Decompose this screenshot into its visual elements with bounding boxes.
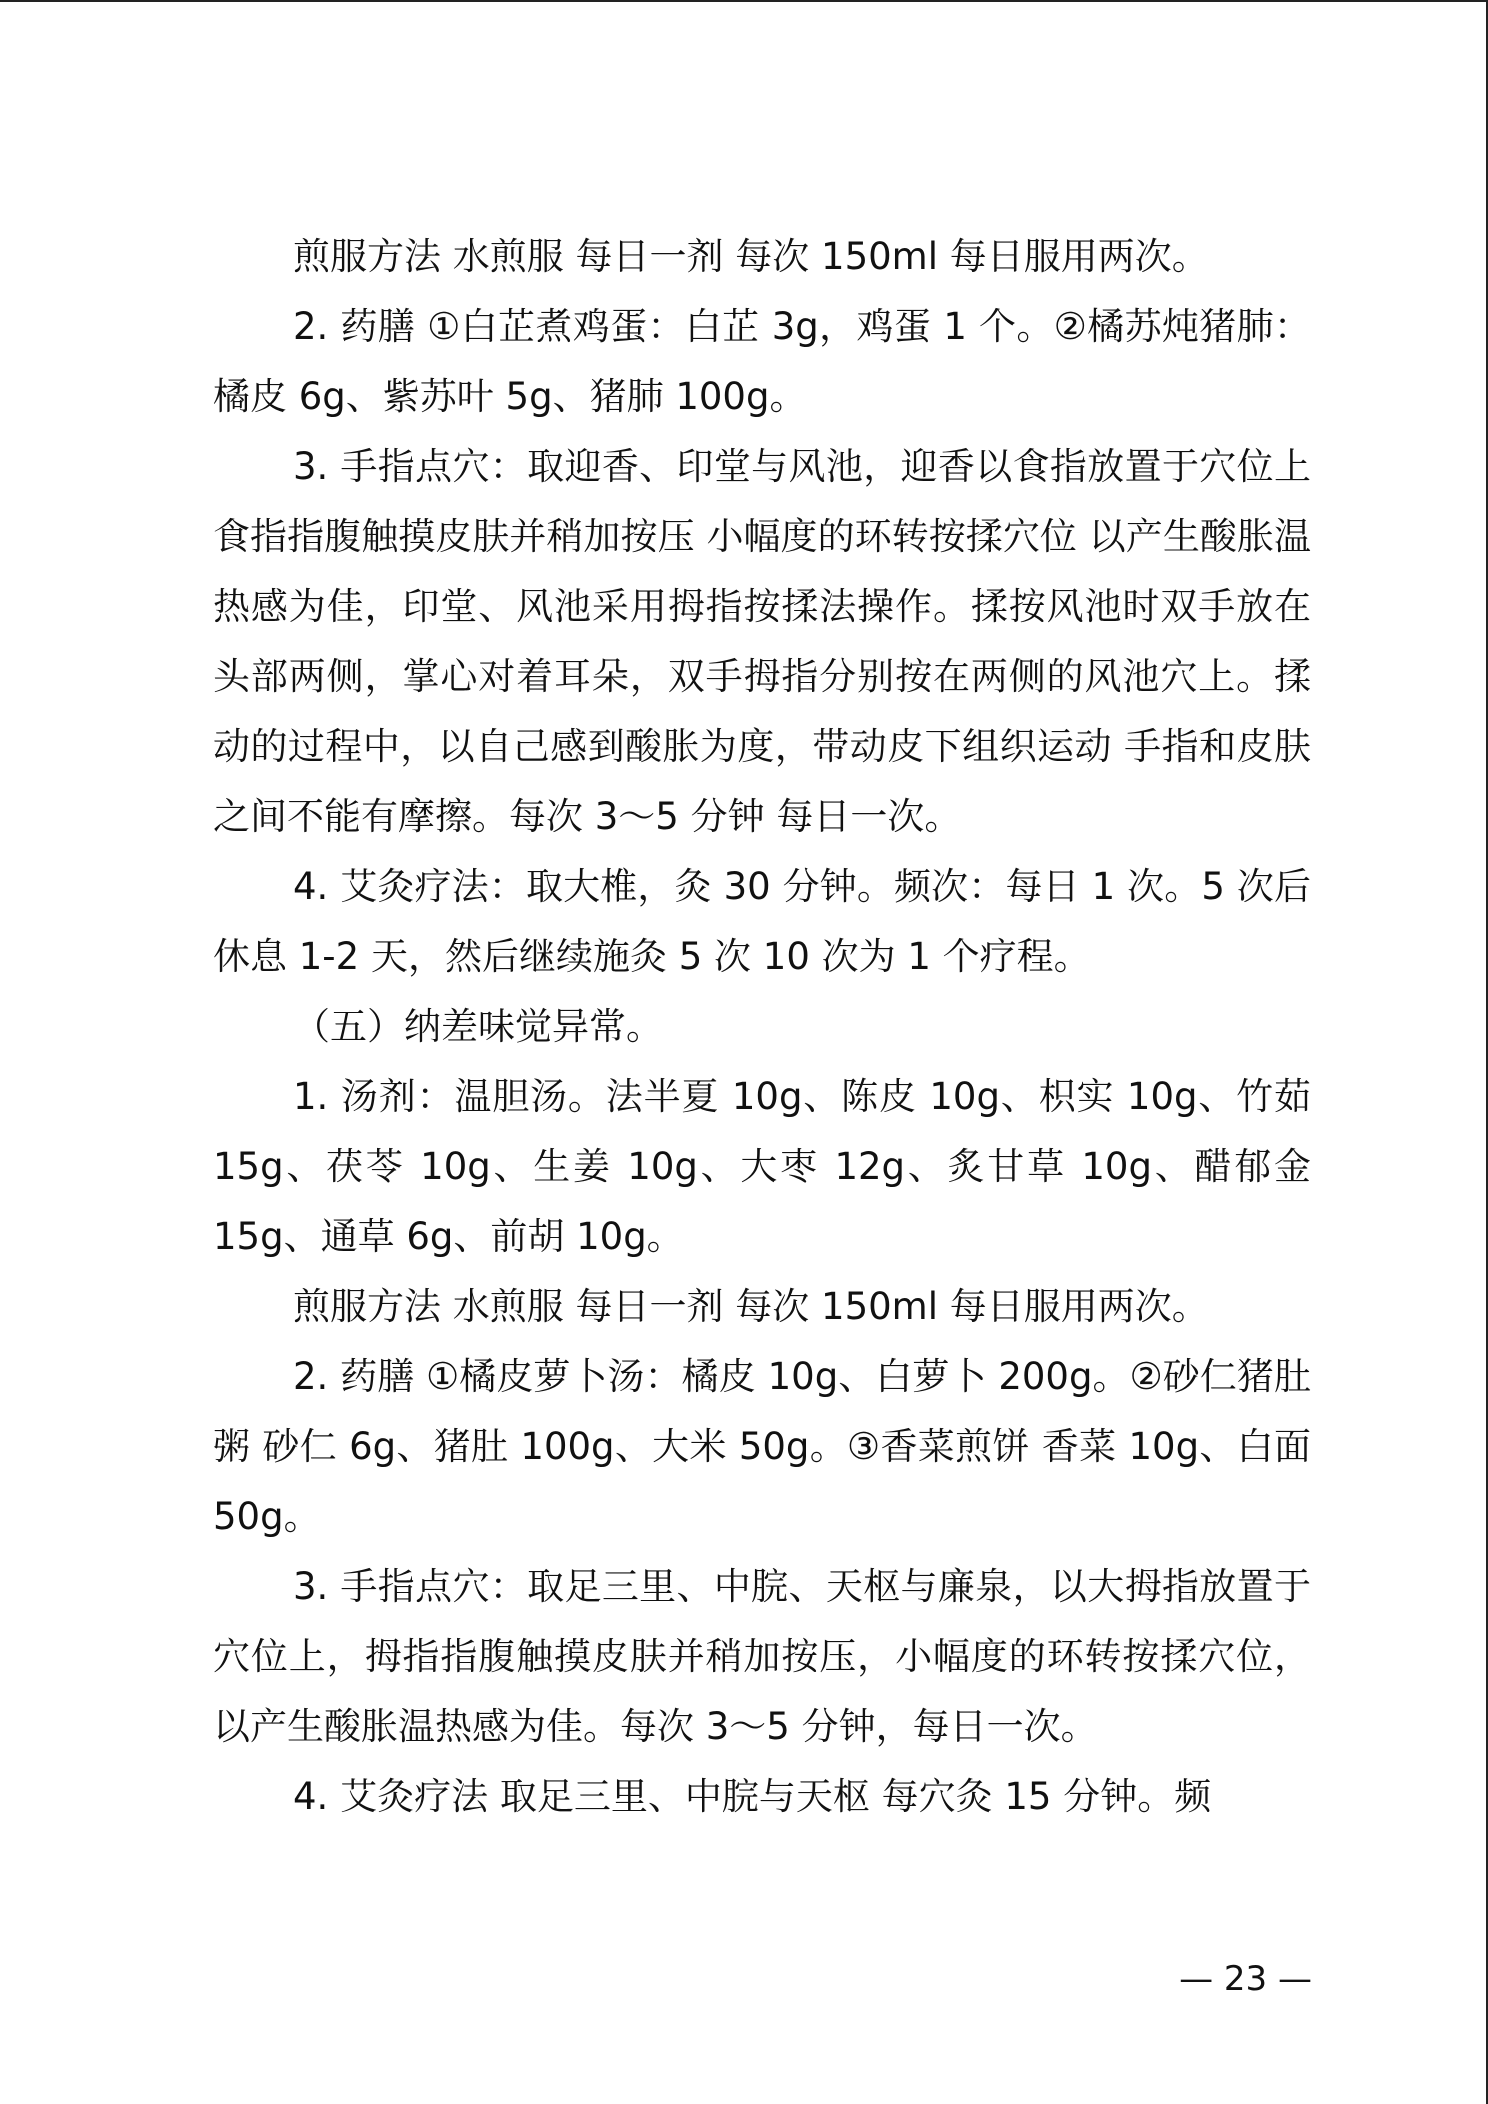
paragraph-acupressure-2: 3. 手指点穴：取足三里、中脘、天枢与廉泉，以大拇指放置于穴位上，拇指指腹触摸皮肤并稍加按压，小幅度的环转按揉穴位，以产生酸胀温热感为佳。每次 3～5 分钟，每日一次。 bbox=[213, 1565, 1311, 1748]
document-body bbox=[213, 222, 1311, 1832]
paragraph-decoction-method-2: 煎服方法 水煎服 每日一剂 每次 150ml 每日服用两次。 bbox=[293, 1285, 1209, 1328]
paragraph-moxibustion-1: 4. 艾灸疗法：取大椎，灸 30 分钟。频次：每日 1 次。5 次后休息 1-2 天，然后继续施灸 5 次 10 次为 1 个疗程。 bbox=[213, 865, 1311, 978]
page-number: — 23 — bbox=[1179, 1959, 1312, 1999]
paragraph-medicinal-diet-1: 2. 药膳 ①白芷煮鸡蛋：白芷 3g，鸡蛋 1 个。②橘苏炖猪肺：橘皮 6g、紫苏叶 5g、猪肺 100g。 bbox=[213, 305, 1311, 418]
paragraph-medicinal-diet-2: 2. 药膳 ①橘皮萝卜汤：橘皮 10g、白萝卜 200g。②砂仁猪肚粥 砂仁 6g、猪肚 100g、大米 50g。③香菜煎饼 香菜 10g、白面 50g。 bbox=[213, 1355, 1311, 1538]
paragraph-acupressure-1: 3. 手指点穴：取迎香、印堂与风池，迎香以食指放置于穴位上 食指指腹触摸皮肤并稍加按压 小幅度的环转按揉穴位 以产生酸胀温热感为佳，印堂、风池采用拇指按揉法操作。揉按风池时双手放在头部两侧，掌心对着耳朵，双手拇指分别按在两侧的风池穴上。揉动的过程中，以自己感到酸胀为度，带动皮下组织运动 手指和皮肤之间不能有摩擦。每次 3～5 分钟 每日一次。 bbox=[213, 445, 1311, 838]
section-heading-taste-abnormality: （五）纳差味觉异常。 bbox=[293, 1005, 663, 1048]
page-border-top bbox=[0, 0, 1488, 2]
paragraph-moxibustion-2: 4. 艾灸疗法 取足三里、中脘与天枢 每穴灸 15 分钟。频 bbox=[293, 1775, 1212, 1818]
paragraph-decoction-formula: 1. 汤剂：温胆汤。法半夏 10g、陈皮 10g、枳实 10g、竹茹 15g、茯苓 10g、生姜 10g、大枣 12g、炙甘草 10g、醋郁金 15g、通草 6g、前胡 10g。 bbox=[213, 1075, 1311, 1258]
paragraph-decoction-method-1: 煎服方法 水煎服 每日一剂 每次 150ml 每日服用两次。 bbox=[293, 235, 1209, 278]
